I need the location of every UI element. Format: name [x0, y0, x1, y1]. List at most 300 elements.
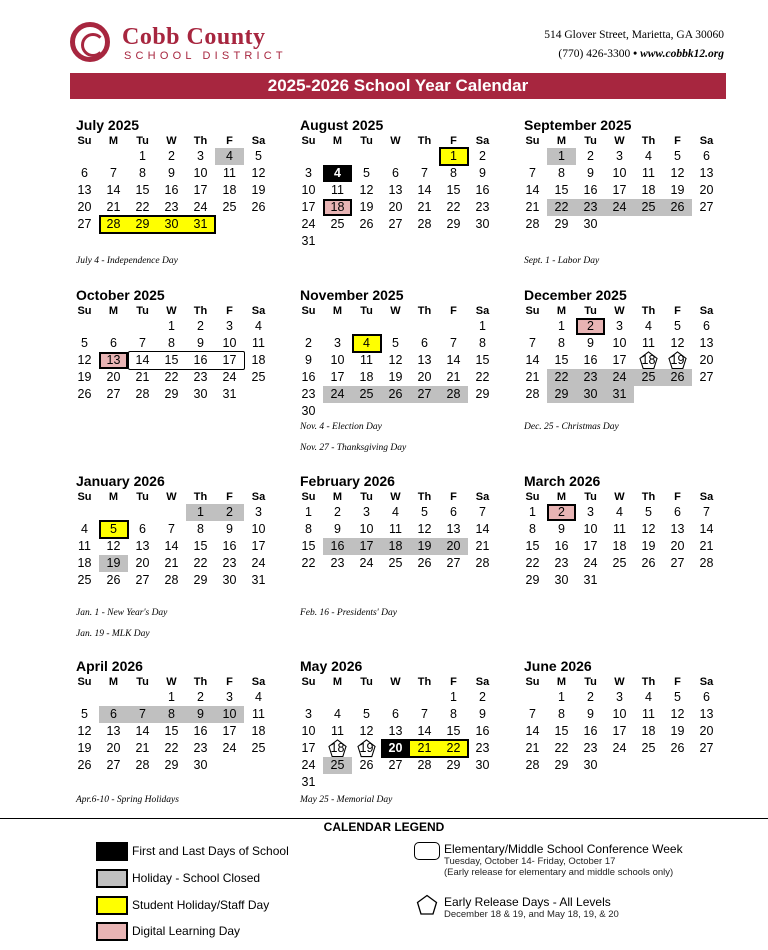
- day-cell: [244, 369, 273, 386]
- day-number: 3: [616, 690, 623, 704]
- day-cell: [157, 165, 186, 182]
- day-cell: [70, 572, 99, 589]
- weekday-header: W: [390, 676, 401, 688]
- day-cell: [605, 148, 634, 165]
- day-number: 28: [135, 758, 150, 772]
- holiday-note: July 4 - Independence Day: [76, 256, 178, 266]
- day-number: 2: [305, 336, 312, 350]
- day-cell: [468, 521, 497, 538]
- empty-cell: [128, 689, 157, 706]
- day-number: 21: [164, 556, 179, 570]
- weekday-header: Th: [193, 305, 208, 317]
- day-cell: [439, 182, 468, 199]
- day-number: 14: [699, 522, 714, 536]
- day-number: 17: [222, 724, 237, 738]
- weekday-header: Th: [641, 676, 656, 688]
- day-cell: [99, 182, 128, 199]
- day-number: 15: [446, 183, 461, 197]
- month-grid: [518, 675, 721, 774]
- day-cell: [352, 504, 381, 521]
- day-cell: [605, 555, 634, 572]
- empty-cell: [294, 318, 323, 335]
- day-cell: [439, 538, 468, 555]
- day-cell: [186, 386, 215, 403]
- weekday-header: Su: [77, 135, 92, 147]
- day-cell: [352, 740, 381, 757]
- day-number: 15: [135, 183, 150, 197]
- weekday-header: Su: [77, 305, 92, 317]
- day-number: 23: [475, 200, 490, 214]
- day-number: 10: [301, 183, 316, 197]
- day-cell: [439, 689, 468, 706]
- day-number: 30: [583, 758, 598, 772]
- day-number: 14: [417, 724, 432, 738]
- day-cell: [468, 335, 497, 352]
- day-number: 16: [330, 539, 345, 553]
- day-number: 22: [135, 200, 150, 214]
- weekday-header: W: [390, 135, 401, 147]
- day-number: 7: [703, 505, 710, 519]
- empty-cell: [410, 318, 439, 335]
- bullet: •: [633, 48, 638, 60]
- day-number: 16: [583, 353, 598, 367]
- day-cell: [157, 572, 186, 589]
- day-number: 8: [168, 336, 175, 350]
- month-grid: [294, 675, 497, 791]
- weekday-header: F: [450, 676, 457, 688]
- day-cell: [547, 216, 576, 233]
- day-number: 18: [359, 370, 374, 384]
- district-logo: [70, 18, 330, 68]
- day-number: 19: [670, 353, 685, 367]
- day-cell: [663, 723, 692, 740]
- day-number: 16: [475, 183, 490, 197]
- day-number: 21: [699, 539, 714, 553]
- weekday-header: F: [226, 676, 233, 688]
- day-number: 27: [699, 741, 714, 755]
- day-number: 11: [223, 166, 236, 180]
- day-cell: [605, 504, 634, 521]
- weekday-header: Sa: [475, 305, 490, 317]
- day-number: 1: [197, 505, 204, 519]
- logo-subtitle: SCHOOL DISTRICT: [124, 50, 287, 62]
- day-cell: [663, 689, 692, 706]
- month-grid: [518, 304, 721, 403]
- day-cell: [468, 504, 497, 521]
- day-number: 20: [388, 200, 403, 214]
- day-number: 17: [330, 370, 345, 384]
- day-cell: [692, 165, 721, 182]
- month-grid: [518, 134, 721, 233]
- day-number: 20: [106, 370, 121, 384]
- empty-cell: [381, 318, 410, 335]
- day-cell: [128, 757, 157, 774]
- day-number: 19: [359, 200, 374, 214]
- day-cell: [663, 182, 692, 199]
- holiday-note: Feb. 16 - Presidents' Day: [300, 608, 397, 618]
- day-cell: [294, 538, 323, 555]
- day-cell: [215, 504, 244, 521]
- day-number: 14: [135, 724, 150, 738]
- day-cell: [576, 723, 605, 740]
- day-number: 18: [251, 724, 266, 738]
- day-number: 24: [612, 741, 627, 755]
- day-cell: [128, 335, 157, 352]
- legend-label: Early Release Days - All Levels: [444, 895, 611, 909]
- weekday-header: Th: [193, 491, 208, 503]
- day-number: 7: [421, 707, 428, 721]
- day-number: 4: [392, 505, 399, 519]
- day-number: 2: [197, 690, 204, 704]
- day-number: 28: [106, 217, 121, 231]
- month-grid: [70, 490, 273, 589]
- day-number: 23: [193, 370, 208, 384]
- day-cell: [410, 555, 439, 572]
- weekday-header: M: [332, 491, 343, 503]
- day-cell: [439, 165, 468, 182]
- day-cell: [323, 369, 352, 386]
- day-number: 22: [193, 556, 208, 570]
- day-cell: [381, 740, 410, 757]
- day-cell: [547, 740, 576, 757]
- day-cell: [157, 335, 186, 352]
- day-cell: [605, 318, 634, 335]
- weekday-header: W: [166, 676, 177, 688]
- day-number: 23: [164, 200, 179, 214]
- day-cell: [215, 182, 244, 199]
- day-number: 20: [77, 200, 92, 214]
- day-number: 12: [359, 183, 374, 197]
- day-cell: [518, 352, 547, 369]
- day-cell: [576, 148, 605, 165]
- day-cell: [294, 706, 323, 723]
- weekday-header: F: [226, 491, 233, 503]
- day-number: 9: [587, 707, 594, 721]
- day-cell: [215, 199, 244, 216]
- day-cell: [294, 386, 323, 403]
- day-number: 21: [446, 370, 461, 384]
- day-cell: [215, 386, 244, 403]
- day-number: 7: [110, 166, 117, 180]
- day-cell: [439, 216, 468, 233]
- day-number: 28: [417, 217, 432, 231]
- weekday-header: Tu: [136, 491, 149, 503]
- day-cell: [323, 504, 352, 521]
- day-cell: [381, 386, 410, 403]
- day-number: 19: [417, 539, 432, 553]
- day-number: 5: [674, 319, 681, 333]
- day-cell: [634, 369, 663, 386]
- day-cell: [468, 386, 497, 403]
- day-number: 26: [77, 387, 92, 401]
- day-number: 5: [674, 149, 681, 163]
- day-number: 15: [164, 353, 179, 367]
- day-number: 26: [388, 387, 403, 401]
- day-cell: [439, 723, 468, 740]
- day-cell: [186, 689, 215, 706]
- day-number: 30: [554, 573, 569, 587]
- day-cell: [70, 757, 99, 774]
- empty-cell: [410, 689, 439, 706]
- day-number: 20: [699, 353, 714, 367]
- day-cell: [323, 335, 352, 352]
- day-number: 4: [334, 707, 341, 721]
- day-number: 10: [583, 522, 598, 536]
- day-number: 24: [612, 370, 627, 384]
- day-number: 4: [645, 149, 652, 163]
- day-number: 14: [446, 353, 461, 367]
- day-number: 4: [81, 522, 88, 536]
- legend-title: CALENDAR LEGEND: [323, 820, 445, 834]
- day-cell: [215, 538, 244, 555]
- weekday-header: Th: [641, 305, 656, 317]
- weekday-header: Tu: [360, 676, 373, 688]
- day-cell: [692, 521, 721, 538]
- day-cell: [692, 504, 721, 521]
- day-number: 14: [525, 183, 540, 197]
- day-cell: [439, 757, 468, 774]
- day-number: 11: [331, 724, 344, 738]
- day-cell: [663, 335, 692, 352]
- day-number: 23: [554, 556, 569, 570]
- legend-early-text: [444, 896, 619, 920]
- day-cell: [70, 386, 99, 403]
- weekday-header: Su: [525, 491, 540, 503]
- weekday-header: Tu: [360, 305, 373, 317]
- day-cell: [576, 572, 605, 589]
- day-number: 19: [77, 741, 92, 755]
- day-number: 16: [193, 724, 208, 738]
- weekday-header: Tu: [136, 135, 149, 147]
- day-number: 29: [554, 217, 569, 231]
- day-number: 2: [587, 319, 594, 333]
- day-number: 7: [529, 707, 536, 721]
- day-cell: [157, 386, 186, 403]
- weekday-header: Th: [417, 135, 432, 147]
- day-number: 27: [106, 387, 121, 401]
- day-cell: [70, 369, 99, 386]
- weekday-header: Th: [641, 491, 656, 503]
- day-cell: [663, 706, 692, 723]
- empty-cell: [99, 318, 128, 335]
- website-link[interactable]: www.cobbk12.org: [640, 48, 724, 60]
- legend-swatch-pink: [96, 922, 128, 941]
- day-cell: [634, 352, 663, 369]
- day-cell: [439, 148, 468, 165]
- day-number: 16: [583, 724, 598, 738]
- day-number: 24: [222, 370, 237, 384]
- day-number: 6: [703, 690, 710, 704]
- day-number: 4: [363, 336, 370, 350]
- day-cell: [323, 165, 352, 182]
- day-cell: [352, 555, 381, 572]
- day-cell: [99, 740, 128, 757]
- day-number: 7: [139, 336, 146, 350]
- day-number: 3: [226, 690, 233, 704]
- weekday-header: Sa: [699, 676, 714, 688]
- legend-label: Student Holiday/Staff Day: [132, 898, 270, 912]
- day-cell: [99, 723, 128, 740]
- day-cell: [244, 352, 273, 369]
- day-number: 21: [106, 200, 121, 214]
- day-number: 4: [255, 319, 262, 333]
- day-number: 10: [612, 336, 627, 350]
- day-number: 16: [475, 724, 490, 738]
- day-number: 11: [331, 183, 344, 197]
- day-cell: [294, 352, 323, 369]
- weekday-header: F: [674, 676, 681, 688]
- day-number: 31: [612, 387, 627, 401]
- day-cell: [70, 335, 99, 352]
- day-number: 31: [301, 775, 316, 789]
- legend-sub: Tuesday, October 14- Friday, October 17: [444, 856, 616, 867]
- day-cell: [634, 165, 663, 182]
- day-number: 13: [699, 707, 714, 721]
- holiday-note: Jan. 1 - New Year's Day: [76, 608, 168, 618]
- empty-cell: [99, 504, 128, 521]
- empty-cell: [518, 148, 547, 165]
- day-number: 24: [583, 556, 598, 570]
- day-cell: [244, 199, 273, 216]
- day-cell: [663, 165, 692, 182]
- day-cell: [634, 706, 663, 723]
- day-number: 22: [554, 370, 569, 384]
- day-number: 1: [558, 319, 565, 333]
- month-notes: [76, 794, 179, 806]
- day-number: 2: [479, 149, 486, 163]
- day-cell: [99, 706, 128, 723]
- day-number: 13: [106, 724, 121, 738]
- day-cell: [70, 216, 99, 233]
- day-number: 16: [222, 539, 237, 553]
- weekday-header: F: [450, 491, 457, 503]
- day-number: 22: [164, 741, 179, 755]
- day-number: 26: [641, 556, 656, 570]
- empty-cell: [294, 148, 323, 165]
- weekday-header: Sa: [251, 676, 266, 688]
- month-grid: [518, 490, 721, 589]
- day-cell: [692, 689, 721, 706]
- day-cell: [157, 148, 186, 165]
- day-cell: [468, 689, 497, 706]
- day-cell: [294, 165, 323, 182]
- day-cell: [323, 757, 352, 774]
- day-cell: [518, 572, 547, 589]
- day-cell: [410, 706, 439, 723]
- empty-cell: [323, 148, 352, 165]
- day-cell: [352, 723, 381, 740]
- empty-cell: [70, 504, 99, 521]
- day-cell: [294, 182, 323, 199]
- empty-cell: [323, 318, 352, 335]
- day-number: 23: [301, 387, 316, 401]
- day-number: 10: [301, 724, 316, 738]
- empty-cell: [518, 689, 547, 706]
- day-number: 29: [525, 573, 540, 587]
- day-cell: [381, 165, 410, 182]
- day-cell: [215, 148, 244, 165]
- day-number: 9: [558, 522, 565, 536]
- month-may-2026: [300, 658, 502, 791]
- day-cell: [547, 335, 576, 352]
- day-number: 9: [226, 522, 233, 536]
- day-cell: [244, 723, 273, 740]
- day-number: 11: [252, 707, 265, 721]
- day-number: 25: [641, 741, 656, 755]
- day-cell: [692, 352, 721, 369]
- day-number: 14: [525, 724, 540, 738]
- day-number: 21: [417, 741, 432, 755]
- day-number: 25: [612, 556, 627, 570]
- weekday-header: F: [450, 305, 457, 317]
- day-number: 3: [616, 319, 623, 333]
- day-cell: [381, 352, 410, 369]
- day-number: 7: [529, 166, 536, 180]
- day-number: 23: [583, 200, 598, 214]
- day-number: 17: [301, 200, 316, 214]
- day-cell: [439, 504, 468, 521]
- day-cell: [547, 369, 576, 386]
- day-number: 7: [168, 522, 175, 536]
- weekday-header: F: [674, 491, 681, 503]
- legend-conference-week: [414, 842, 734, 884]
- day-number: 29: [193, 573, 208, 587]
- day-number: 8: [558, 707, 565, 721]
- day-cell: [410, 740, 439, 757]
- day-cell: [157, 689, 186, 706]
- day-cell: [692, 318, 721, 335]
- day-number: 26: [359, 758, 374, 772]
- day-cell: [186, 335, 215, 352]
- weekday-header: M: [556, 491, 567, 503]
- day-number: 28: [164, 573, 179, 587]
- day-number: 27: [388, 217, 403, 231]
- day-cell: [576, 706, 605, 723]
- weekday-header: W: [166, 305, 177, 317]
- day-number: 12: [77, 353, 92, 367]
- day-cell: [605, 352, 634, 369]
- month-january-2026: [76, 473, 278, 589]
- day-number: 28: [525, 217, 540, 231]
- day-cell: [663, 538, 692, 555]
- month-title: January 2026: [76, 473, 165, 489]
- phone-web-line: [544, 45, 724, 64]
- day-cell: [294, 403, 323, 420]
- month-title: December 2025: [524, 287, 627, 303]
- day-number: 3: [305, 166, 312, 180]
- day-cell: [547, 504, 576, 521]
- day-cell: [244, 538, 273, 555]
- day-cell: [244, 689, 273, 706]
- weekday-header: W: [614, 491, 625, 503]
- day-cell: [605, 369, 634, 386]
- day-number: 29: [475, 387, 490, 401]
- day-cell: [518, 504, 547, 521]
- day-number: 14: [525, 353, 540, 367]
- day-cell: [186, 148, 215, 165]
- day-number: 13: [77, 183, 92, 197]
- weekday-header: Tu: [136, 305, 149, 317]
- day-cell: [576, 369, 605, 386]
- month-april-2026: [76, 658, 278, 774]
- day-number: 17: [301, 741, 316, 755]
- day-cell: [70, 521, 99, 538]
- day-cell: [186, 723, 215, 740]
- day-cell: [576, 740, 605, 757]
- day-number: 3: [616, 149, 623, 163]
- day-cell: [605, 521, 634, 538]
- day-number: 17: [612, 183, 627, 197]
